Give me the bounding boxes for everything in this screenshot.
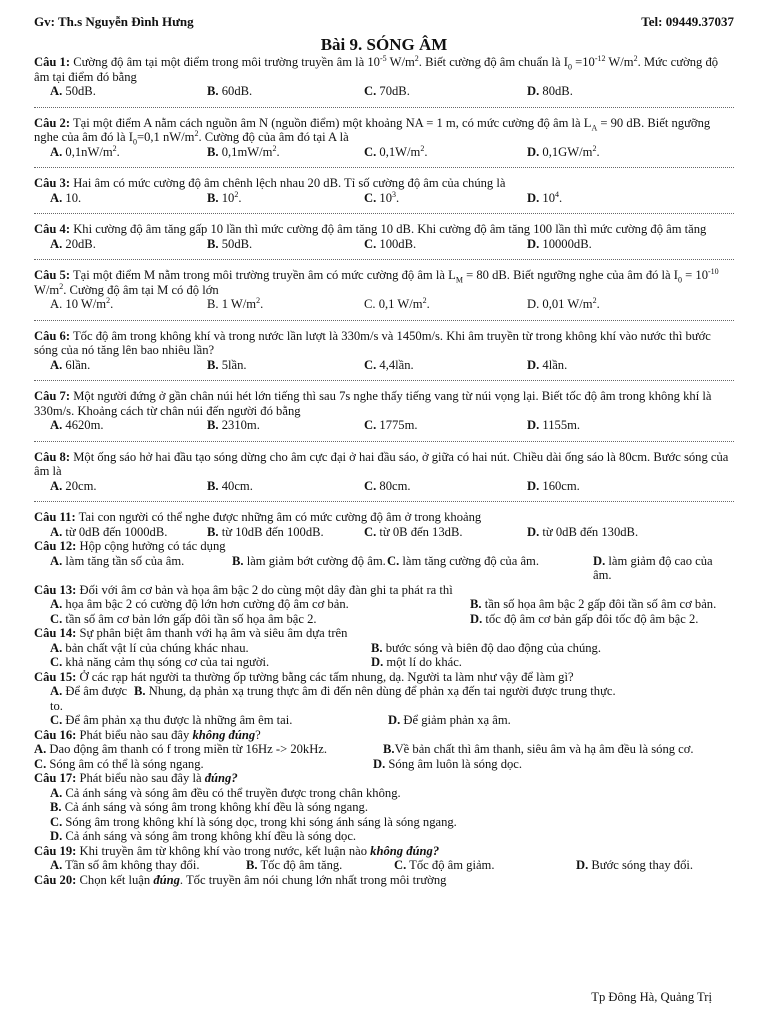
dotted-divider	[34, 107, 734, 108]
option-b: B. 40cm.	[207, 478, 253, 493]
question-11	[34, 510, 734, 539]
question-13-stem: Câu 13: Đối với âm cơ bản và họa âm bậc 2 do cùng một dây đàn ghi ta phát ra thì	[34, 582, 453, 597]
option-c: C. 100dB.	[364, 236, 417, 251]
option-c: C. 80cm.	[364, 478, 411, 493]
option-c: C. $0,1W/m^2$.	[364, 143, 428, 159]
question-17-stem: Câu 17: Phát biểu nào sau đây là đúng?	[34, 771, 238, 785]
question-15	[34, 670, 734, 728]
option-b: B. 2310m.	[207, 418, 260, 432]
question-19-stem: Câu 19: Khi truyền âm từ không khí vào trong nước, kết luận nào không đúng?	[34, 843, 440, 858]
question-16-options	[34, 742, 734, 771]
worksheet-page	[34, 15, 734, 887]
question-5-stem: Câu 5: Tại một điểm M nằm trong môi trường truyền âm có mức cường độ âm là $L_M = 80$ dB. Biết ngưỡng nghe của âm đó là $I_0 = 10^{-10}$ $W/m^2$. Cường độ âm tại M có độ lớn	[34, 266, 719, 297]
option-d: D. 0,01 $W/m^2$.	[527, 295, 600, 311]
question-3	[34, 176, 734, 205]
dotted-divider	[34, 441, 734, 442]
question-15-stem: Câu 15: Ở các rạp hát người ta thường ốp tường bằng các tấm nhung, dạ. Người ta làm như vậy để làm gì?	[34, 669, 574, 684]
question-2	[34, 116, 734, 160]
question-7	[34, 389, 734, 433]
question-13	[34, 583, 734, 627]
question-14	[34, 626, 734, 670]
question-5	[34, 268, 734, 312]
question-11-options	[34, 525, 734, 540]
question-14-stem: Câu 14: Sự phân biệt âm thanh với hạ âm và siêu âm dựa trên	[34, 626, 348, 640]
option-d: D. 1155m.	[527, 418, 581, 432]
option-a: A. họa âm bậc 2 có cường độ lớn hơn cường độ âm cơ bản.	[50, 597, 349, 611]
option-c: C. 0,1 $W/m^2$.	[364, 295, 430, 311]
option-a: A. 4620m.	[50, 418, 104, 432]
option-a: A. 10.	[50, 190, 82, 205]
question-15-options-row1	[34, 684, 734, 713]
option-b: B. 5lần.	[207, 357, 247, 372]
question-5-options	[34, 297, 734, 312]
question-7-options	[34, 418, 734, 433]
question-4	[34, 222, 734, 251]
teacher-phone: Tel: 09449.37037	[641, 14, 734, 29]
question-2-stem: Câu 2: Tại một điểm A nằm cách nguồn âm N (nguồn điểm) một khoảng NA = 1 m, có mức cường độ âm là $L_A = 90$ dB. Biết ngưỡng nghe của âm đó là $I_0=0,1$ $nW/m^2$. Cường độ của âm đó tại A là	[34, 115, 711, 147]
question-12	[34, 539, 734, 583]
question-6-stem: Câu 6: Tốc độ âm trong không khí và trong nước lần lượt là 330m/s và 1450m/s. Khi âm truyền từ trong không khí vào nước thì bước sóng của nó tăng lên bao nhiêu lần?	[34, 328, 711, 357]
option-a: A. 10 $W/m^2$.	[50, 295, 114, 311]
option-d: D. Để giảm phản xạ âm.	[388, 713, 511, 727]
option-d: D. $0,1GW/m^2$.	[527, 143, 600, 159]
question-15-options-row2	[34, 713, 734, 728]
question-1-options	[34, 84, 734, 99]
question-6-options	[34, 358, 734, 373]
question-1	[34, 55, 734, 99]
option-a: A. 50dB.	[50, 84, 96, 98]
option-c: C. Để âm phản xạ thu được là những âm êm tai.	[50, 713, 293, 727]
question-20-stem: Câu 20: Chọn kết luận đúng. Tốc truyền âm nói chung lớn nhất trong môi trường	[34, 872, 447, 887]
dotted-divider	[34, 320, 734, 321]
option-b: B. $10^2$.	[207, 189, 242, 205]
question-8-options	[34, 479, 734, 494]
option-a: A. bản chất vật lí của chúng khác nhau.	[50, 640, 249, 655]
option-a: A. Tần số âm không thay đổi.	[50, 858, 200, 872]
question-16	[34, 728, 734, 772]
question-20	[34, 873, 734, 888]
option-d: D. làm giảm độ cao của âm.	[593, 553, 713, 582]
option-b: B. 1 $W/m^2$.	[207, 295, 264, 311]
option-d: D. một lí do khác.	[371, 655, 462, 669]
option-b: B. làm giảm bớt cường độ âm.	[232, 553, 386, 568]
question-2-options	[34, 145, 734, 160]
option-a: A. $0,1nW/m^2$.	[50, 143, 120, 159]
question-3-options	[34, 191, 734, 206]
option-d: D. 10000dB.	[527, 236, 592, 251]
option-c: C. Sóng âm trong không khí là sóng dọc, trong khi sóng ánh sáng là sóng ngang.	[50, 814, 457, 829]
option-d: D. 160cm.	[527, 478, 580, 493]
question-19	[34, 844, 734, 873]
option-d: D. tốc độ âm cơ bản gấp đôi tốc độ âm bậc 2.	[470, 611, 699, 626]
option-d: D. Cả ánh sáng và sóng âm trong không khí đều là sóng dọc.	[50, 829, 357, 843]
option-c: C. Tốc độ âm giảm.	[394, 858, 495, 872]
dotted-divider	[34, 259, 734, 260]
option-c: C. Sóng âm có thể là sóng ngang.	[34, 756, 204, 771]
question-4-options	[34, 237, 734, 252]
question-7-stem: Câu 7: Một người đứng ở gần chân núi hét lớn tiếng thì sau 7s nghe thấy tiếng vang từ núi vọng lại. Biết tốc độ âm trong không khí là 330m/s. Khoảng cách từ chân núi đến người đó bằng	[34, 389, 712, 418]
option-d: D. 4lần.	[527, 357, 568, 372]
option-c: C. 1775m.	[364, 418, 418, 432]
question-14-options	[34, 641, 734, 670]
option-c: C. tần số âm cơ bản lớn gấp đôi tần số họa âm bậc 2.	[50, 611, 317, 626]
option-a: A. Dao động âm thanh có f trong miền từ 16Hz -> 20kHz.	[34, 742, 328, 756]
dotted-divider	[34, 501, 734, 502]
option-a: A. từ 0dB đến 1000dB.	[50, 524, 168, 539]
option-c: C. $10^3$.	[364, 189, 400, 205]
question-4-stem: Câu 4: Khi cường độ âm tăng gấp 10 lần thì mức cường độ âm tăng 10 dB. Khi cường độ âm tăng 100 lần thì mức cường độ âm tăng	[34, 222, 707, 236]
question-16-stem: Câu 16: Phát biểu nào sau đây không đúng?	[34, 727, 261, 742]
option-c: C. 70dB.	[364, 84, 410, 98]
question-8	[34, 450, 734, 494]
option-a: A. Để âm được to.	[50, 684, 128, 713]
option-d: D. $10^4$.	[527, 189, 563, 205]
option-b: B. Tốc độ âm tăng.	[246, 858, 343, 872]
option-d: D. 80dB.	[527, 84, 573, 98]
option-b: B. tần số họa âm bậc 2 gấp đôi tần số âm cơ bản.	[470, 597, 717, 611]
option-b: B. Nhung, dạ phản xạ trung thực âm đi đến nên dùng để phản xạ đến tai người được trung thực.	[134, 684, 616, 698]
option-a: A. Cả ánh sáng và sóng âm đều có thể truyền được trong chân không.	[50, 785, 401, 800]
option-b: B. từ 10dB đến 100dB.	[207, 524, 324, 539]
option-b: B. 60dB.	[207, 84, 253, 98]
dotted-divider	[34, 380, 734, 381]
question-12-options	[34, 554, 734, 583]
question-12-stem: Câu 12: Hộp cộng hưởng có tác dụng	[34, 539, 226, 553]
option-a: A. làm tăng tần số của âm.	[50, 553, 185, 568]
teacher-name: Gv: Th.s Nguyễn Đình Hưng	[34, 14, 194, 29]
option-a: A. 6lần.	[50, 357, 91, 372]
option-b: B. $0,1mW/m^2$.	[207, 143, 280, 159]
option-d: D. Sóng âm luôn là sóng dọc.	[373, 756, 523, 771]
option-b: B. 50dB.	[207, 236, 253, 251]
question-19-options	[34, 858, 734, 873]
page-footer: Tp Đông Hà, Quảng Trị	[591, 990, 712, 1004]
option-b: B. Cả ánh sáng và sóng âm trong không khí đều là sóng ngang.	[50, 800, 368, 814]
option-c: C. 4,4lần.	[364, 357, 414, 372]
question-13-options	[34, 597, 734, 626]
lesson-title: Bài 9. SÓNG ÂM	[320, 35, 448, 54]
question-11-stem: Câu 11: Tai con người có thể nghe được những âm có mức cường độ âm ở trong khoảng	[34, 510, 482, 524]
page-header	[34, 15, 734, 35]
option-b: B. bước sóng và biên độ dao động của chúng.	[371, 640, 602, 655]
option-c: C. làm tăng cường độ của âm.	[387, 553, 539, 568]
option-d: D. Bước sóng thay đổi.	[576, 858, 694, 872]
question-17	[34, 771, 734, 844]
option-c: C. khả năng cảm thụ sóng cơ của tai người.	[50, 655, 270, 669]
question-6	[34, 329, 734, 373]
option-a: A. 20dB.	[50, 236, 96, 251]
question-1-stem: Câu 1: Cường độ âm tại một điểm trong môi trường truyền âm là $10^{-5}$ $W/m^2$. Biết cường độ âm chuẩn là $I_0 =10^{-12}$ $W/m^2$. Mức cường độ âm tại điểm đó bằng	[34, 53, 719, 84]
option-b: B.Về bản chất thì âm thanh, siêu âm và hạ âm đều là sóng cơ.	[383, 742, 694, 756]
question-3-stem: Câu 3: Hai âm có mức cường độ âm chênh lệch nhau 20 dB. Tỉ số cường độ âm của chúng là	[34, 176, 506, 190]
question-17-options	[34, 786, 734, 844]
option-d: D. từ 0dB đến 130dB.	[527, 524, 639, 539]
question-8-stem: Câu 8: Một ống sáo hở hai đầu tạo sóng dừng cho âm cực đại ở hai đầu sáo, ở giữa có hai nút. Chiều dài ống sáo là 80cm. Bước sóng của âm là	[34, 449, 729, 478]
dotted-divider	[34, 167, 734, 168]
option-a: A. 20cm.	[50, 478, 97, 493]
option-c: C. từ 0B đến 13dB.	[364, 524, 463, 539]
dotted-divider	[34, 213, 734, 214]
